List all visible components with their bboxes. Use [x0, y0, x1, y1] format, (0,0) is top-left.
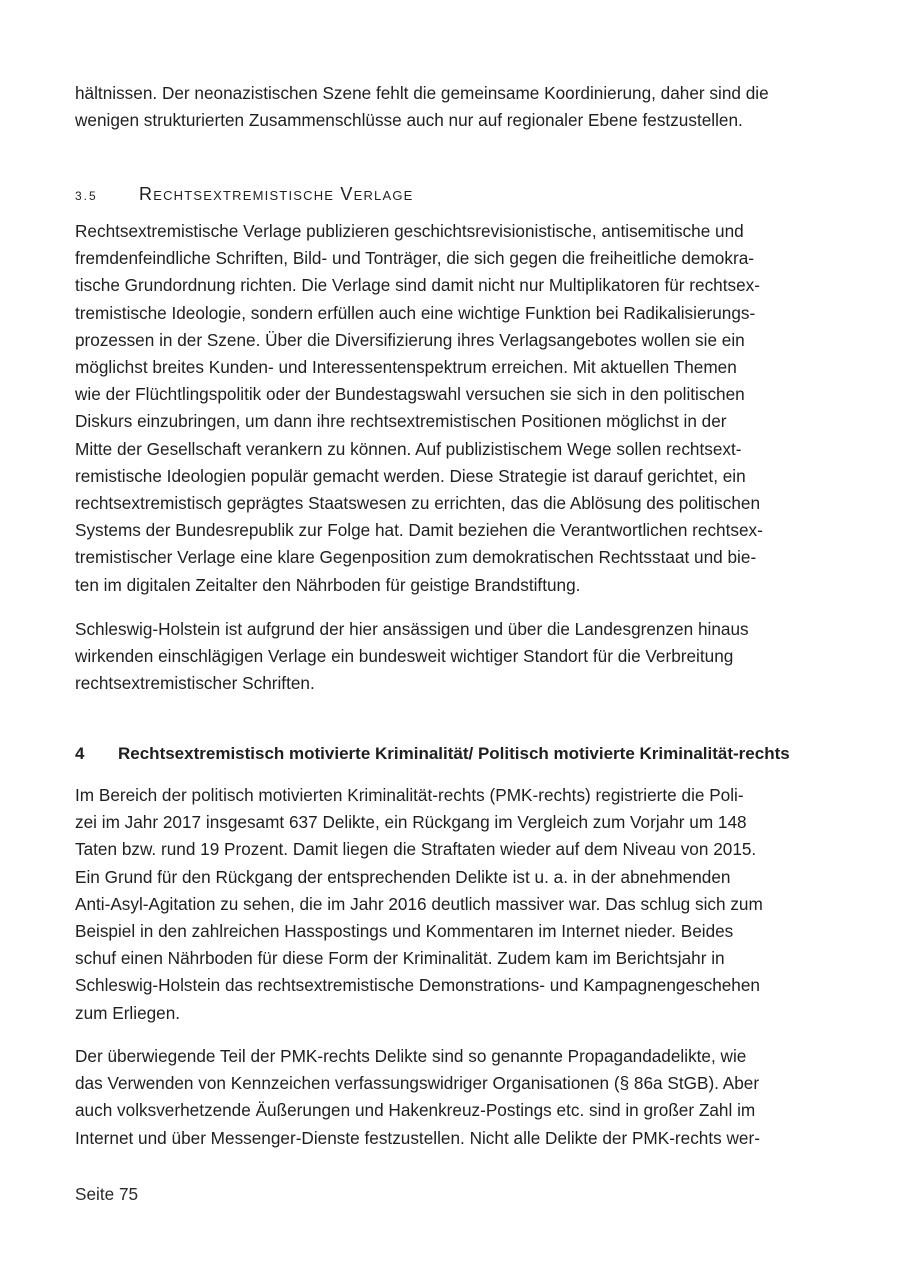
pmk-statistics-paragraph — [75, 782, 763, 1027]
text-line: Im Bereich der politisch motivierten Kriminalität-rechts (PMK-rechts) registrierte die Poli- — [75, 785, 744, 805]
text-line: remistische Ideologien populär gemacht werden. Diese Strategie ist darauf gerichtet, ein — [75, 465, 746, 486]
text-line: auch volksverhetzende Äußerungen und Hakenkreuz-Postings etc. sind in großer Zahl im — [75, 1100, 756, 1121]
section-4-heading — [75, 744, 790, 764]
text-line: wie der Flüchtlingspolitik oder der Bundestagswahl versuchen sie sich in den politischen — [75, 384, 745, 405]
section-3-5-heading — [75, 184, 414, 205]
text-line: prozessen in der Szene. Über die Diversifizierung ihres Verlagsangebotes wollen sie ein — [75, 329, 745, 350]
text-line: tische Grundordnung richten. Die Verlage sind damit nicht nur Multiplikatoren für rechtsex- — [75, 275, 760, 296]
schleswig-holstein-paragraph — [75, 616, 749, 698]
text-line: zum Erliegen. — [75, 1002, 181, 1023]
text-line: Internet und über Messenger-Dienste festzustellen. Nicht alle Delikte der PMK-rechts wer- — [75, 1127, 760, 1148]
text-line: zei im Jahr 2017 insgesamt 637 Delikte, ein Rückgang im Vergleich zum Vorjahr um 148 — [75, 812, 747, 833]
text-line: wenigen strukturierten Zusammenschlüsse auch nur auf regionaler Ebene festzustellen. — [75, 110, 743, 131]
text-line: tremistische Ideologie, sondern erfüllen auch eine wichtige Funktion bei Radikalisierungs- — [75, 302, 756, 323]
text-line: schuf einen Nährboden für diese Form der Kriminalität. Zudem kam im Berichtsjahr in — [75, 948, 725, 969]
text-line: Taten bzw. rund 19 Prozent. Damit liegen die Straftaten wieder auf dem Niveau von 2015. — [75, 839, 757, 860]
propaganda-paragraph — [75, 1043, 760, 1152]
text-line: Schleswig-Holstein das rechtsextremistische Demonstrations- und Kampagnengeschehen — [75, 975, 760, 996]
intro-paragraph — [75, 80, 769, 134]
verlage-paragraph — [75, 218, 763, 599]
text-line: Schleswig-Holstein ist aufgrund der hier ansässigen und über die Landesgrenzen hinaus — [75, 619, 749, 639]
text-line: ten im digitalen Zeitalter den Nährboden für geistige Brandstiftung. — [75, 574, 581, 595]
text-line: Ein Grund für den Rückgang der entsprechenden Delikte ist u. a. in der abnehmenden — [75, 866, 731, 887]
section-title: Rechtsextremistisch motivierte Kriminalität/ Politisch motivierte Kriminalität-rechts — [118, 744, 790, 763]
section-number: 3.5 — [75, 189, 98, 203]
text-line: Rechtsextremistische Verlage publizieren geschichtsrevisionistische, antisemitische und — [75, 221, 744, 241]
text-line: fremdenfeindliche Schriften, Bild- und Tonträger, die sich gegen die freiheitliche demokra- — [75, 248, 754, 269]
section-number: 4 — [75, 744, 85, 763]
text-line: Mitte der Gesellschaft verankern zu können. Auf publizistischem Wege sollen rechtsext- — [75, 438, 742, 459]
text-line: tremistischer Verlage eine klare Gegenposition zum demokratischen Rechtsstaat und bie- — [75, 547, 757, 568]
text-line: wirkenden einschlägigen Verlage ein bundesweit wichtiger Standort für die Verbreitung — [75, 646, 734, 667]
text-line: Der überwiegende Teil der PMK-rechts Delikte sind so genannte Propagandadelikte, wie — [75, 1046, 747, 1066]
text-line: Systems der Bundesrepublik zur Folge hat. Damit beziehen die Verantwortlichen rechtsex- — [75, 520, 763, 541]
page-number: Seite 75 — [75, 1184, 139, 1204]
text-line: rechtsextremistischer Schriften. — [75, 673, 315, 694]
text-line: Anti-Asyl-Agitation zu sehen, die im Jahr 2016 deutlich massiver war. Das schlug sich zum — [75, 893, 763, 914]
text-line: rechtsextremistisch geprägtes Staatswesen zu errichten, das die Ablösung des politischen — [75, 493, 761, 514]
text-line: das Verwenden von Kennzeichen verfassungswidriger Organisationen (§ 86a StGB). Aber — [75, 1073, 760, 1094]
section-title: Rechtsextremistische Verlage — [139, 184, 414, 204]
text-line: Diskurs einzubringen, um dann ihre rechtsextremistischen Positionen möglichst in der — [75, 411, 727, 432]
text-line: Beispiel in den zahlreichen Hasspostings und Kommentaren im Internet nieder. Beides — [75, 921, 734, 942]
text-line: möglichst breites Kunden- und Interessentenspektrum erreichen. Mit aktuellen Themen — [75, 357, 737, 378]
text-line: hältnissen. Der neonazistischen Szene fehlt die gemeinsame Koordinierung, daher sind die — [75, 83, 769, 103]
